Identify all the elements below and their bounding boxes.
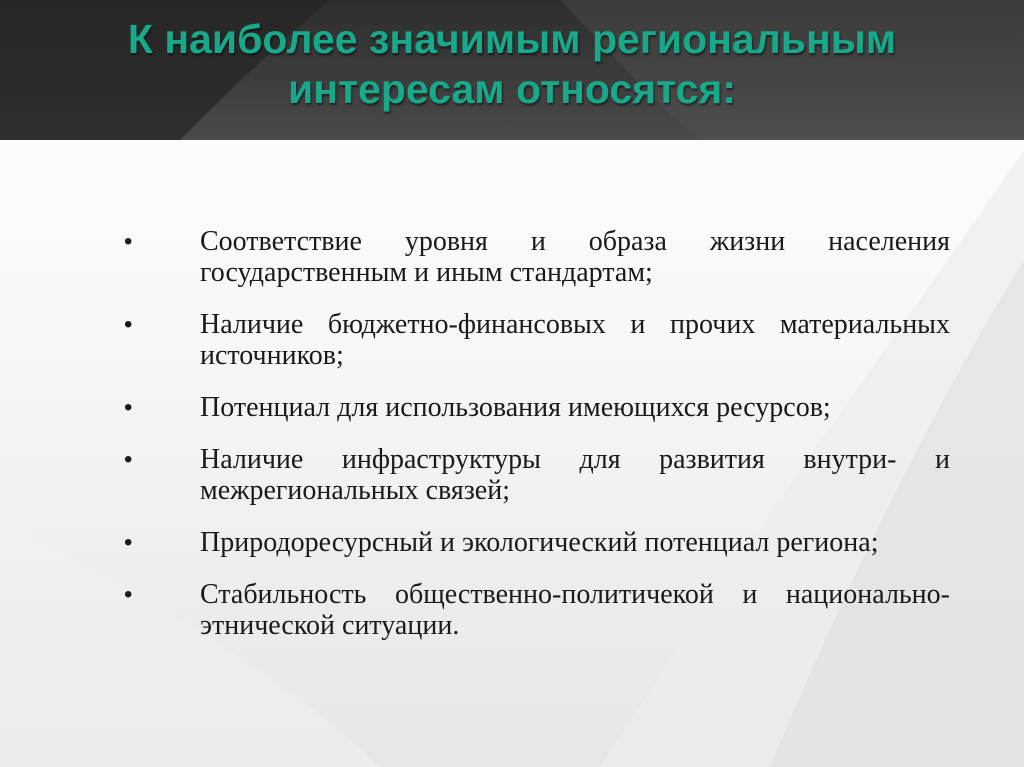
slide-title: [0, 14, 1024, 114]
slide-title-line-1: К наиболее значимым региональным: [127, 16, 897, 62]
bullet-text-5: Природоресурсный и экологический потенциал региона;: [200, 527, 879, 558]
bullet-text-2: Наличие бюджетно-финансовых и прочих материальных источников;: [200, 309, 950, 371]
bullet-list: [120, 226, 950, 662]
bullet-icon: •: [124, 581, 133, 608]
bullet-text-1: Соответствие уровня и образа жизни населения государственным и иным стандартам;: [200, 226, 950, 288]
bullet-item-1: [120, 226, 950, 288]
bullet-text-3: Потенциал для использования имеющихся ресурсов;: [200, 392, 831, 423]
bullet-icon: •: [124, 311, 133, 338]
bullet-item-2: [120, 309, 950, 371]
bullet-icon: •: [124, 529, 133, 556]
bullet-item-6: [120, 579, 950, 641]
bullet-item-3: [120, 392, 950, 423]
bullet-icon: •: [124, 446, 133, 473]
bullet-text-4: Наличие инфраструктуры для развития внутри- и межрегиональных связей;: [200, 444, 950, 506]
bullet-text-6: Стабильность общественно-политичекой и национально-этнической ситуации.: [200, 579, 950, 641]
bullet-item-5: [120, 527, 950, 558]
title-bar: [0, 0, 1024, 140]
bullet-icon: •: [124, 228, 133, 255]
slide-title-line-2: интересам относятся:: [288, 66, 736, 112]
bullet-item-4: [120, 444, 950, 506]
bullet-icon: •: [124, 394, 133, 421]
